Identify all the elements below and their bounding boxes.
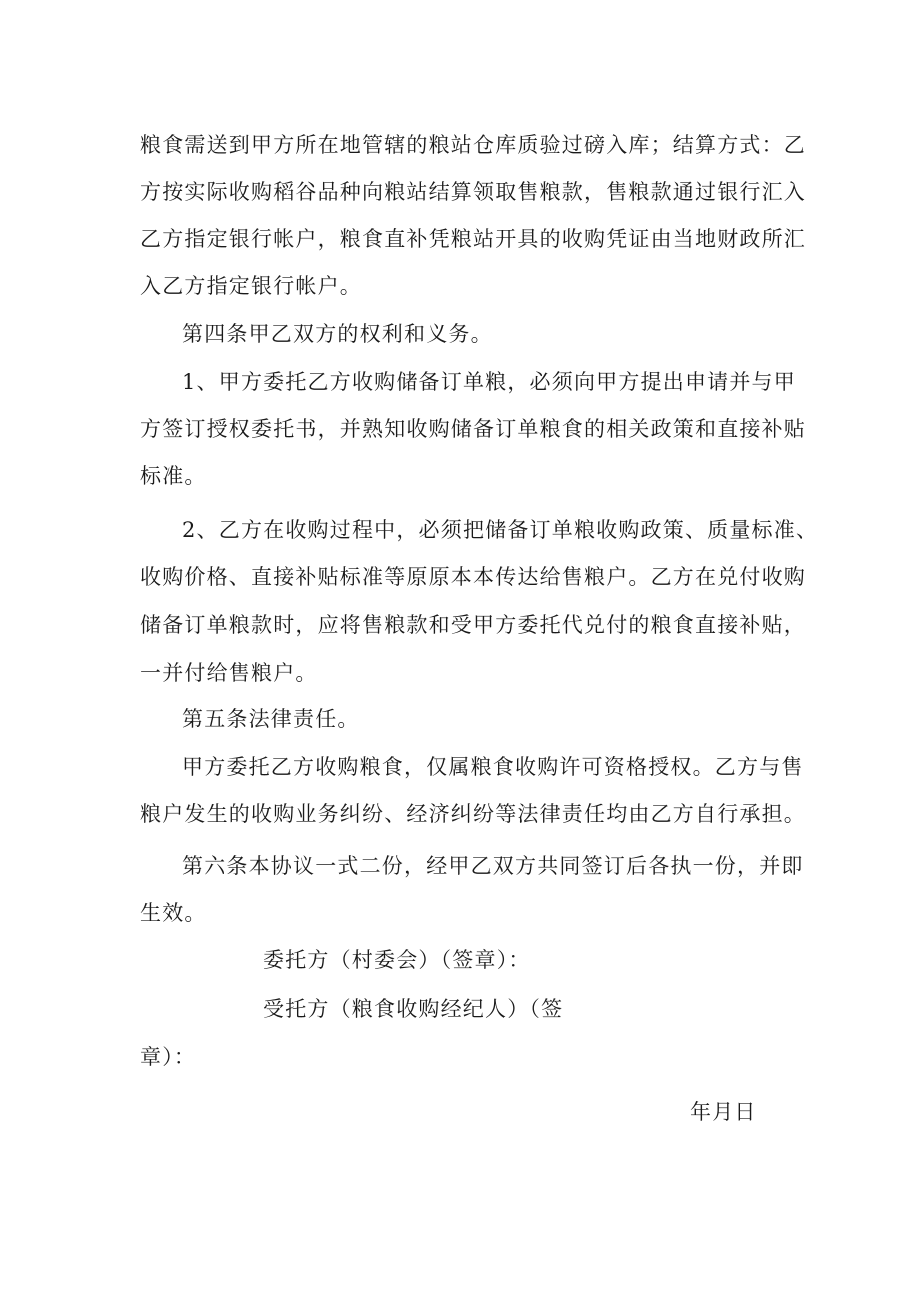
date-line: 年月日 xyxy=(690,1100,757,1124)
body-line-4: 入乙方指定银行帐户。 xyxy=(140,274,362,298)
clause-2-line-1: 2、乙方在收购过程中，必须把储备订单粮收购政策、质量标准、 xyxy=(182,518,819,542)
article-6-line-1: 第六条本协议一式二份，经甲乙双方共同签订后各执一份，并即 xyxy=(182,854,804,878)
agent-signature-line: 受托方（粮食收购经纪人）（签 xyxy=(263,997,564,1021)
clause-2-line-3: 储备订单粮款时，应将售粮款和受甲方委托代兑付的粮食直接补贴， xyxy=(140,613,806,637)
body-line-3: 乙方指定银行帐户，粮食直补凭粮站开具的收购凭证由当地财政所汇 xyxy=(140,227,806,251)
article-6-line-2: 生效。 xyxy=(140,901,207,925)
body-line-2: 方按实际收购稻谷品种向粮站结算领取售粮款，售粮款通过银行汇入 xyxy=(140,180,806,204)
clause-2-line-2: 收购价格、直接补贴标准等原原本本传达给售粮户。乙方在兑付收购 xyxy=(140,565,806,589)
article-5-heading: 第五条法律责任。 xyxy=(182,707,360,731)
principal-signature-line: 委托方（村委会）（签章）： xyxy=(263,948,531,972)
clause-1-line-2: 方签订授权委托书，并熟知收购储备订单粮食的相关政策和直接补贴 xyxy=(140,417,806,441)
clause-1-line-1: 1、甲方委托乙方收购储备订单粮，必须向甲方提出申请并与甲 xyxy=(182,370,796,394)
clause-1-line-3: 标准。 xyxy=(140,464,207,488)
body-line-1: 粮食需送到甲方所在地管辖的粮站仓库质验过磅入库；结算方式：乙 xyxy=(140,133,806,157)
agent-signature-line-continued: 章）： xyxy=(140,1045,197,1069)
clause-2-line-4: 一并付给售粮户。 xyxy=(140,661,318,685)
article-5-line-2: 粮户发生的收购业务纠纷、经济纠纷等法律责任均由乙方自行承担。 xyxy=(140,802,806,826)
article-4-heading: 第四条甲乙双方的权利和义务。 xyxy=(182,322,493,346)
article-5-line-1: 甲方委托乙方收购粮食，仅属粮食收购许可资格授权。乙方与售 xyxy=(182,755,804,779)
